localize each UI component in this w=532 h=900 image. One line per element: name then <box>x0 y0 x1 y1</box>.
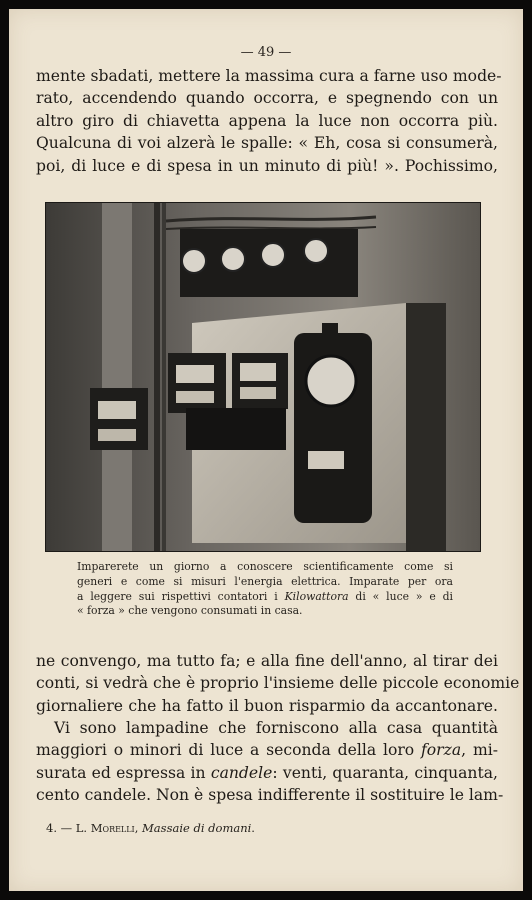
text-span: maggiori o minori di luce a seconda della loro <box>36 741 422 760</box>
electric-meters-photo <box>45 202 481 552</box>
caption-line <box>77 590 453 605</box>
text-line: rato, accendendo quando occorra, e spegnendo con un <box>36 89 498 108</box>
text-line: giornaliere che ha fatto il buon risparmio da accantonare. <box>36 696 498 715</box>
text-line: poi, di luce e di spesa in un minuto di più! ». Pochissimo, <box>36 156 498 175</box>
caption-text: a leggere sui rispettivi contatori i <box>77 589 285 603</box>
text-italic: candele <box>210 763 273 782</box>
caption-line: « forza » che vengono consumati in casa. <box>77 604 303 618</box>
text-line: cento candele. Non è spesa indifferente il sostituire le lam- <box>36 786 504 805</box>
paragraph-middle <box>36 650 520 717</box>
text-italic: forza <box>421 741 462 760</box>
page-number: — 49 — <box>240 45 292 60</box>
footer-end: . <box>251 821 255 835</box>
footer-title: Massaie di domani <box>142 821 252 835</box>
page-footer <box>46 821 255 835</box>
text-span: surata ed espressa in <box>36 763 211 782</box>
text-line: Vi sono lampadine che forniscono alla casa quantità <box>54 719 498 737</box>
caption-line: generi e come si misuri l'energia elettrica. Imparate per ora <box>77 574 453 588</box>
text-line: mente sbadati, mettere la massima cura a farne uso mode- <box>36 67 502 85</box>
book-page <box>9 9 523 891</box>
text-span: , mi- <box>461 741 498 760</box>
caption-line: Imparerete un giorno a conoscere scientificamente come si <box>77 560 453 573</box>
photo-caption <box>77 560 453 619</box>
paragraph-top <box>36 65 502 177</box>
text-line: ne convengo, ma tutto fa; e alla fine dell'anno, al tirar dei <box>36 652 498 670</box>
footer-prefix: 4. — L. <box>46 821 91 835</box>
text-line <box>36 739 498 761</box>
text-span: : venti, quaranta, cinquanta, <box>272 763 498 782</box>
footer-separator: , <box>134 821 143 835</box>
meter-panel-icon <box>46 203 480 551</box>
caption-italic: Kilowattora <box>284 589 349 603</box>
caption-text: di « luce » e di <box>348 589 454 603</box>
text-line: conti, si vedrà che è proprio l'insieme delle piccole economie <box>36 674 520 693</box>
footer-author: Morelli <box>90 821 135 835</box>
text-line: Qualcuna di voi alzerà le spalle: « Eh, cosa si consumerà, <box>36 134 498 153</box>
paragraph-bottom <box>36 717 504 807</box>
text-line: altro giro di chiavetta appena la luce non occorra più. <box>36 111 498 130</box>
text-line <box>36 762 498 784</box>
